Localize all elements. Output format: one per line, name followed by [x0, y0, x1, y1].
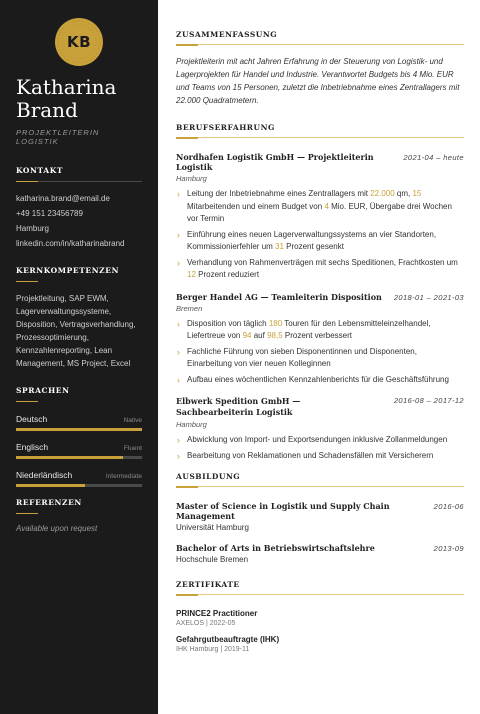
- skills-divider: [16, 281, 142, 282]
- language-item: [16, 470, 142, 480]
- degree-dates: 2013-09: [433, 544, 464, 553]
- job-location: Hamburg: [176, 174, 207, 183]
- certificates-divider: [176, 594, 464, 595]
- education-divider: [176, 486, 464, 487]
- job-bullets: [176, 188, 464, 282]
- avatar: [55, 18, 103, 66]
- skills-heading: KERNKOMPETENZEN: [16, 266, 120, 275]
- job-bullet: › Fachliche Führung von sieben Disponentinnen und Disponenten, Einarbeitung von vier neuen Kolleginnen: [176, 346, 464, 371]
- language-name: Niederländisch: [16, 470, 73, 480]
- candidate-name: [16, 76, 142, 122]
- certificate-issuer: IHK Hamburg | 2019-11: [176, 646, 250, 653]
- experience-divider: [176, 137, 464, 138]
- language-level: Intermediate: [105, 473, 142, 480]
- job-bullets: [176, 434, 464, 462]
- education-entry: [176, 501, 464, 532]
- job-bullet: › Verhandlung von Rahmenverträgen mit sechs Speditionen, Frachtkosten um 12 Prozent reduziert: [176, 257, 464, 282]
- school-name: Hochschule Bremen: [176, 555, 249, 564]
- job-bullet: › Einführung eines neuen Lagerverwaltungssystems an vier Standorten, Kommissionierfehler um 31 Prozent gesenkt: [176, 229, 464, 254]
- references-heading: REFERENZEN: [16, 498, 82, 507]
- summary-divider: [176, 44, 464, 45]
- job-dates: 2018-01 – 2021-03: [393, 292, 464, 302]
- language-item: [16, 442, 142, 452]
- candidate-role: PROJEKTLEITERIN LOGISTIK: [16, 128, 100, 146]
- language-bar: [16, 456, 142, 459]
- language-name: Englisch: [16, 442, 49, 452]
- job-bullet: › Abwicklung von Import- und Exportsendungen inklusive Zollanmeldungen: [176, 434, 464, 447]
- contact-divider: [16, 181, 142, 182]
- job-bullet: › Leitung der Inbetriebnahme eines Zentrallagers mit 22.000 qm, 15 Mitarbeitenden und einem Budget von 4 Mio. EUR, Übergabe drei Wochen vor Termin: [176, 188, 464, 226]
- degree-dates: 2016-06: [433, 502, 464, 511]
- job-bullet: › Disposition von täglich 180 Touren für den Lebensmitteleinzelhandel, Liefertreue von 94 auf 98,5 Prozent verbessert: [176, 318, 464, 343]
- job-location: Hamburg: [176, 420, 207, 429]
- language-level: Native: [123, 417, 142, 424]
- language-name: Deutsch: [16, 414, 48, 424]
- education-heading: AUSBILDUNG: [176, 472, 241, 481]
- sidebar: [0, 0, 158, 714]
- references-text: Available upon request: [16, 524, 98, 533]
- degree-title: Master of Science in Logistik und Supply Chain Management: [176, 501, 390, 521]
- job-entry: [176, 396, 464, 462]
- education-entry: [176, 543, 464, 564]
- experience-heading: BERUFSERFAHRUNG: [176, 123, 275, 132]
- job-title: Berger Handel AG — Teamleiterin Disposition: [176, 291, 382, 302]
- degree-title: Bachelor of Arts in Betriebswirtschaftslehre: [176, 543, 375, 553]
- name-first: Katharina: [16, 75, 117, 99]
- job-bullet: › Bearbeitung von Reklamationen und Schadensfällen mit Versicherern: [176, 450, 464, 463]
- language-bar: [16, 484, 142, 487]
- avatar-initials: KB: [66, 33, 92, 51]
- summary-text: Projektleiterin mit acht Jahren Erfahrung in der Steuerung von Logistik- und Lagerprojekten für Handel und Industrie. Verantwortet Budgets bis 4 Mio. EUR und Teams von 15 Personen, zuletzt die Inbetriebnahme eines Zentrallagers mit 22.000 Quadratmetern.: [176, 57, 460, 105]
- language-bar: [16, 428, 142, 431]
- job-dates: 2016-08 – 2017-12: [393, 396, 464, 405]
- job-entry: [176, 292, 464, 387]
- certificate-entry: [176, 635, 464, 653]
- certificates-heading: ZERTIFIKATE: [176, 580, 240, 589]
- job-title: Nordhafen Logistik GmbH — Projektleiterin Logistik: [176, 152, 374, 172]
- language-item: [16, 414, 142, 424]
- school-name: Universität Hamburg: [176, 523, 249, 532]
- references-divider: [16, 513, 142, 514]
- skills-text: Projektleitung, SAP EWM, Lagerverwaltungssysteme, Disposition, Vertragsverhandlung, Prozessoptimierung, Kennzahlenreporting, Lean Management, MS Project, Excel: [16, 294, 136, 368]
- languages-list: [16, 414, 142, 487]
- job-location: Bremen: [176, 303, 203, 313]
- contact-heading: KONTAKT: [16, 166, 63, 175]
- certificate-name: PRINCE2 Practitioner: [176, 609, 258, 618]
- contact-list: [16, 192, 142, 250]
- job-dates: 2021-04 – heute: [403, 153, 464, 162]
- job-entry: [176, 152, 464, 282]
- contact-linkedin[interactable]: linkedin.com/in/katharinabrand: [16, 239, 125, 248]
- name-last: Brand: [16, 98, 78, 122]
- job-title: Elbwerk Spedition GmbH — Sachbearbeiterin Logistik: [176, 396, 301, 417]
- main-content: [176, 0, 464, 653]
- certificate-entry: [176, 609, 464, 627]
- languages-heading: SPRACHEN: [16, 386, 70, 395]
- certificate-issuer: AXELOS | 2022-05: [176, 620, 236, 627]
- contact-city: Hamburg: [16, 224, 49, 233]
- contact-email[interactable]: katharina.brand@email.de: [16, 194, 110, 203]
- job-bullet: › Aufbau eines wöchentlichen Kennzahlenberichts für die Geschäftsführung: [176, 374, 464, 387]
- job-bullets: [176, 318, 464, 387]
- languages-divider: [16, 401, 142, 402]
- language-level: Fluent: [123, 445, 142, 452]
- contact-phone[interactable]: +49 151 23456789: [16, 209, 83, 218]
- certificate-name: Gefahrgutbeauftragte (IHK): [176, 635, 280, 644]
- summary-heading: ZUSAMMENFASSUNG: [176, 30, 278, 39]
